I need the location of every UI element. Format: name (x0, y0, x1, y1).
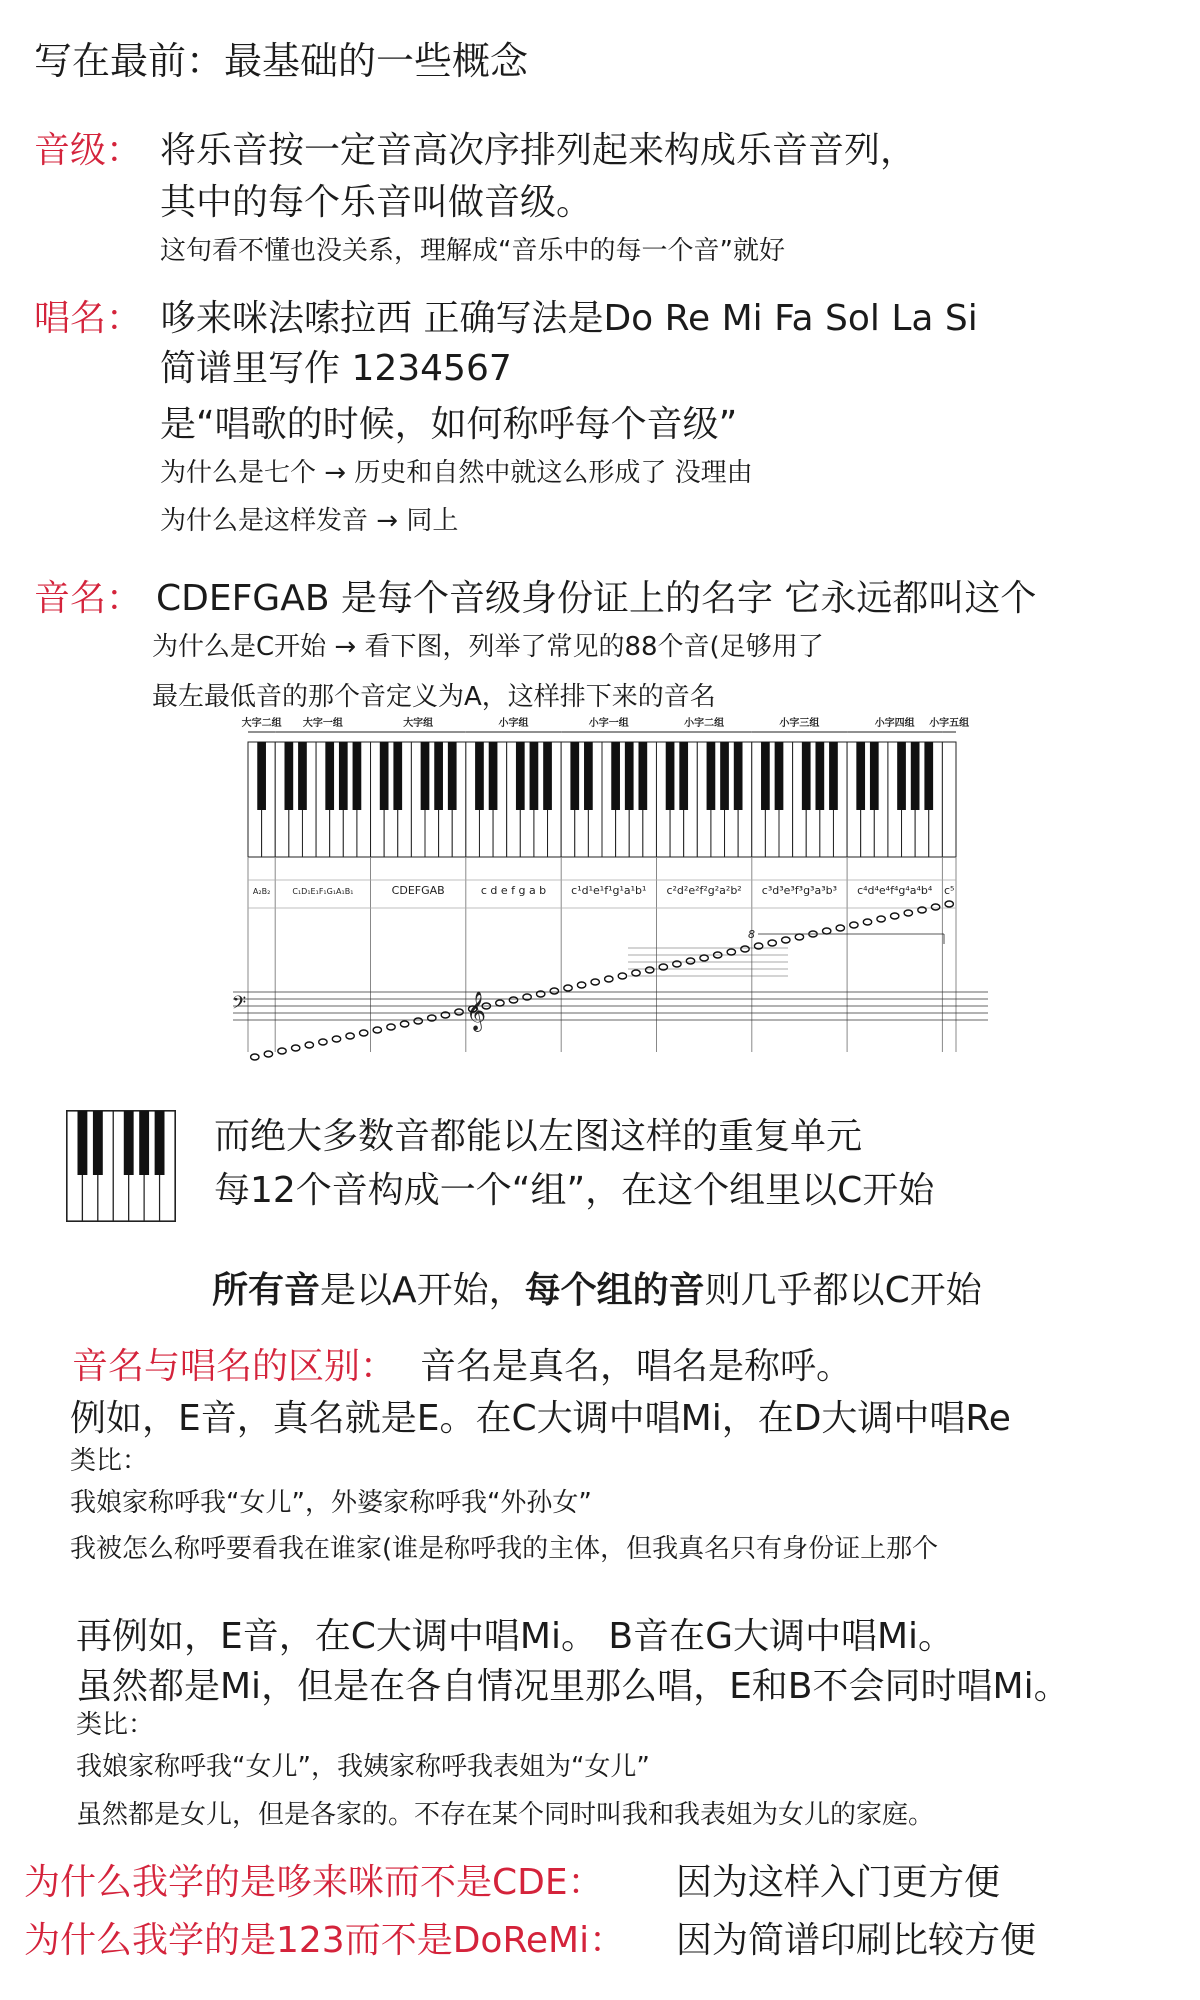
difference-line1: 音名是真名，唱名是称呼。 (420, 1346, 853, 1387)
group-label: 大字二组 (241, 718, 282, 729)
page-title: 写在最前：最基础的一些概念 (34, 39, 529, 83)
group-unit-line1: 而绝大多数音都能以左图这样的重复单元 (214, 1116, 863, 1157)
staff-note (577, 982, 585, 988)
staff-note (550, 988, 558, 994)
note-label: c⁴d⁴e⁴f⁴g⁴a⁴b⁴ (857, 884, 933, 897)
black-key (339, 742, 348, 810)
difference-line2: 例如，E音，真名就是E。在C大调中唱Mi，在D大调中唱Re (70, 1398, 1011, 1439)
black-key (77, 1111, 87, 1175)
note-label: c³d³e³f³g³a³b³ (761, 884, 838, 897)
black-key (284, 742, 293, 810)
black-key (325, 742, 334, 810)
black-key (856, 742, 865, 810)
black-key (139, 1111, 149, 1175)
yinming-line1: CDEFGAB 是每个音级身份证上的名字 它永远都叫这个 (156, 578, 1037, 619)
staff-note (904, 910, 912, 916)
black-key (93, 1111, 103, 1175)
difference-analogy-label: 类比： (70, 1446, 149, 1476)
black-key (625, 742, 634, 810)
example2-analogy1: 我娘家称呼我“女儿”，我姨家称呼我表姐为“女儿” (76, 1752, 650, 1782)
yinming-note2: 最左最低音的那个音定义为A，这样排下来的音名 (152, 682, 716, 712)
black-key (434, 742, 443, 810)
black-key (897, 742, 906, 810)
group-labels (242, 716, 970, 732)
staff-note (292, 1045, 300, 1051)
faq-question-2: 为什么我学的是123而不是DoReMi： (24, 1920, 626, 1961)
staff-note (564, 985, 572, 991)
staff-note (782, 937, 790, 943)
faq-answer-2: 因为简谱印刷比较方便 (676, 1920, 1037, 1961)
black-key (475, 742, 484, 810)
group-label: 小字一组 (588, 718, 629, 729)
staff-note (400, 1021, 408, 1027)
staff-note (632, 970, 640, 976)
faq-answer-1: 因为这样入门更方便 (676, 1862, 1001, 1903)
staff-note (836, 925, 844, 931)
note-label: A₂B₂ (252, 887, 271, 896)
staff-note (931, 904, 939, 910)
piano-keyboard-diagram (228, 712, 998, 1084)
group-unit-line2: 每12个音构成一个“组”，在这个组里以C开始 (214, 1170, 935, 1211)
difference-analogy2: 我被怎么称呼要看我在谁家(谁是称呼我的主体，但我真名只有身份证上那个 (70, 1534, 939, 1564)
black-key (679, 742, 688, 810)
black-key (584, 742, 593, 810)
black-key (870, 742, 879, 810)
difference-analogy1: 我娘家称呼我“女儿”，外婆家称呼我“外孙女” (70, 1488, 592, 1518)
staff-note (414, 1018, 422, 1024)
staff-note (823, 928, 831, 934)
black-key (393, 742, 402, 810)
black-key (298, 742, 307, 810)
black-key (802, 742, 811, 810)
staff-note (509, 997, 517, 1003)
black-key (734, 742, 743, 810)
black-key (761, 742, 770, 810)
black-key (638, 742, 647, 810)
staff-note (850, 922, 858, 928)
difference-label: 音名与唱名的区别： (72, 1346, 397, 1387)
black-key (155, 1111, 165, 1175)
summary-group-notes: 每个组的音 (524, 1270, 705, 1311)
black-key (353, 742, 362, 810)
treble-clef-icon: 𝄞 (466, 991, 487, 1031)
note-label: CDEFGAB (391, 884, 445, 897)
staff-note (700, 955, 708, 961)
piano-keys (248, 742, 956, 857)
changming-note2: 为什么是这样发音 → 同上 (160, 506, 459, 536)
yinji-line1: 将乐音按一定音高次序排列起来构成乐音音列， (160, 130, 917, 171)
note-label: c⁵ (943, 884, 955, 897)
example2-line2: 虽然都是Mi，但是在各自情况里那么唱，E和B不会同时唱Mi。 (76, 1666, 1070, 1707)
staff-note (605, 976, 613, 982)
group-label: 大字组 (403, 718, 434, 729)
black-key (611, 742, 620, 810)
example2-analogy-label: 类比： (76, 1710, 155, 1740)
note-label: c²d²e²f²g²a²b² (666, 884, 742, 897)
white-key (942, 742, 956, 857)
staff-note (387, 1024, 395, 1030)
staff-note (795, 934, 803, 940)
faq-question-1: 为什么我学的是哆来咪而不是CDE： (24, 1862, 604, 1903)
staff-note (877, 916, 885, 922)
note-label: c¹d¹e¹f¹g¹a¹b¹ (571, 884, 647, 897)
bass-clef-icon: 𝄢 (232, 993, 247, 1018)
yinji-line2: 其中的每个乐音叫做音级。 (160, 182, 593, 223)
summary-start-a: 是以A开始， (320, 1270, 525, 1311)
black-key (543, 742, 552, 810)
changming-note1: 为什么是七个 → 历史和自然中就这么形成了 没理由 (160, 458, 753, 488)
black-key (124, 1111, 134, 1175)
group-label: 大字一组 (302, 718, 343, 729)
group-label: 小字三组 (779, 718, 820, 729)
staff-note (727, 949, 735, 955)
black-key (530, 742, 539, 810)
black-key (707, 742, 716, 810)
staff-note (891, 913, 899, 919)
black-key (911, 742, 920, 810)
staff-note (455, 1009, 463, 1015)
yinji-label: 音级： (34, 130, 143, 171)
black-key (448, 742, 457, 810)
staff-note (373, 1027, 381, 1033)
staff-note (496, 1000, 504, 1006)
example2-analogy2: 虽然都是女儿，但是各家的。不存在某个同时叫我和我表姐为女儿的家庭。 (76, 1800, 935, 1830)
staff-note (686, 958, 694, 964)
black-key (380, 742, 389, 810)
octave-keyboard-icon (66, 1110, 176, 1222)
staff-note (741, 946, 749, 952)
staff-note (278, 1048, 286, 1054)
changming-label: 唱名： (34, 298, 143, 339)
black-key (775, 742, 784, 810)
staff-note (305, 1042, 313, 1048)
summary-all-notes: 所有音 (212, 1270, 321, 1311)
yinming-label: 音名： (34, 578, 143, 619)
black-key (829, 742, 838, 810)
ottava-mark: 8 (748, 928, 755, 941)
note-label: c d e f g a b (480, 884, 547, 897)
black-key (666, 742, 675, 810)
black-key (815, 742, 824, 810)
black-key (516, 742, 525, 810)
example2-line1: 再例如，E音，在C大调中唱Mi。 B音在G大调中唱Mi。 (76, 1616, 955, 1657)
black-key (489, 742, 498, 810)
changming-line1: 哆来咪法嗦拉西 正确写法是Do Re Mi Fa Sol La Si (160, 298, 978, 339)
staff-note (768, 940, 776, 946)
yinji-note: 这句看不懂也没关系，理解成“音乐中的每一个音”就好 (160, 236, 785, 266)
note-label: C₁D₁E₁F₁G₁A₁B₁ (292, 887, 354, 896)
changming-line3: 是“唱歌的时候，如何称呼每个音级” (160, 404, 738, 445)
summary-line (212, 1262, 982, 1313)
note-name-labels (248, 857, 956, 1052)
staff-note (618, 973, 626, 979)
black-key (257, 742, 266, 810)
staff-note (863, 919, 871, 925)
staff-note (319, 1039, 327, 1045)
staff-note (332, 1036, 340, 1042)
staff-note (360, 1030, 368, 1036)
black-key (720, 742, 729, 810)
staff-notation (232, 901, 988, 1060)
staff-note (591, 979, 599, 985)
group-label: 小字二组 (684, 718, 725, 729)
staff-note (264, 1051, 272, 1057)
changming-line2: 简谱里写作 1234567 (160, 348, 512, 389)
summary-start-c: 则几乎都以C开始 (704, 1270, 982, 1311)
black-key (570, 742, 579, 810)
black-key (421, 742, 430, 810)
staff-note (251, 1054, 259, 1060)
staff-note (945, 901, 953, 907)
staff-note (346, 1033, 354, 1039)
staff-note (646, 967, 654, 973)
black-key (924, 742, 933, 810)
yinming-note1: 为什么是C开始 → 看下图，列举了常见的88个音(足够用了 (152, 632, 824, 662)
group-label: 小字五组 (929, 718, 970, 729)
group-label: 小字组 (498, 718, 529, 729)
group-label: 小字四组 (874, 718, 915, 729)
